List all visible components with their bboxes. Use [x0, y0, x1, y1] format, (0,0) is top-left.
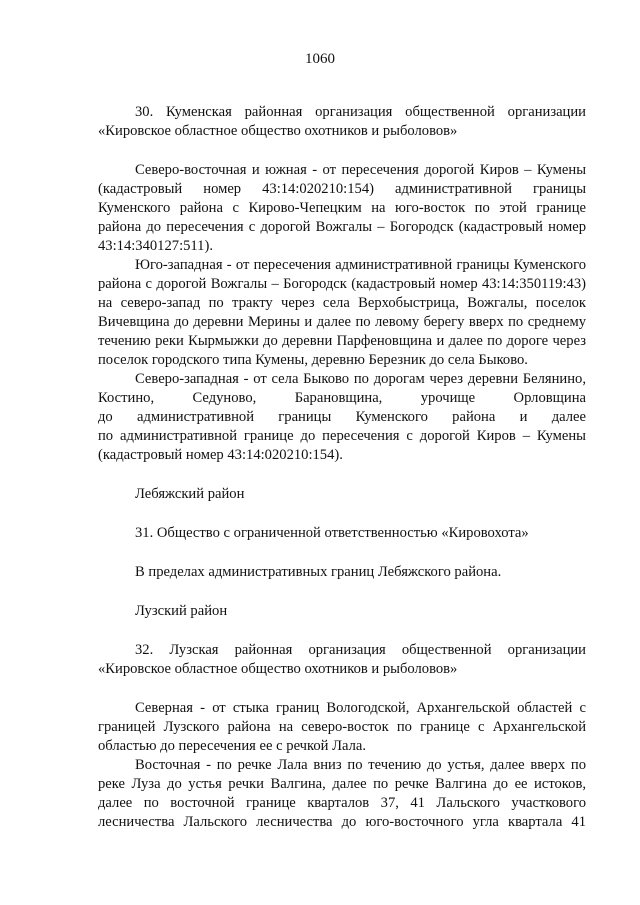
- section-30-paragraph-northeast: Северо-восточная и южная - от пересечения дорогой Киров – Кумены (кадастровый номер 43:14:020210:154) административной границы Куменского района с Кирово-Чепецким на юго-восток по этой границе района до пересечения с дорогой Вожгалы – Богородск (кадастровый номер 43:14:340127:511).: [98, 162, 586, 254]
- section-31-title: 31. Общество с ограниченной ответственностью «Кировохота»: [135, 525, 529, 541]
- section-32-title-line1: 32. Лузская районная организация общественной организации: [135, 642, 586, 658]
- section-30-paragraph-northwest-line3: до административной границы Куменского района и далее: [98, 409, 586, 425]
- section-30-paragraph-northwest-line2: Костино, Седуново, Барановщина, урочище Орловщина: [98, 390, 586, 406]
- section-30-title-line1: 30. Куменская районная организация общественной организации: [135, 104, 586, 120]
- district-heading-lebyazhsky: Лебяжский район: [135, 486, 245, 502]
- section-30-paragraph-northwest-line1: Северо-западная - от села Быково по дорогам через деревни Белянино,: [135, 371, 586, 387]
- section-30-paragraph-northwest-rest: по административной границе до пересечения с дорогой Киров – Кумены (кадастровый номер 43:14:020210:154).: [98, 428, 586, 463]
- page-number: 1060: [305, 51, 335, 67]
- section-31-paragraph: В пределах административных границ Лебяжского района.: [135, 564, 502, 580]
- section-32-paragraph-east: Восточная - по речке Лала вниз по течению до устья, далее вверх по реке Луза до устья речки Валгина, далее по речке Валгина до ее истоков, далее по восточной границе кварталов 37, 41 Лальского участкового лесничества Лальского лесничества до юго-восточного угла квартала 41: [98, 757, 586, 830]
- district-heading-luzsky: Лузский район: [135, 603, 228, 619]
- section-32-title-line2: «Кировское областное общество охотников и рыболовов»: [98, 661, 458, 677]
- section-30-title-line2: «Кировское областное общество охотников и рыболовов»: [98, 123, 458, 139]
- section-30-paragraph-southwest: Юго-западная - от пересечения административной границы Куменского района с дорогой Вожгалы – Богородск (кадастровый номер 43:14:350119:43) на северо-запад по тракту через села Верхобыстрица, Вожгалы, поселок Вичевщина до деревни Мерины и далее по левому берегу вверх по среднему течению реки Кырмыжки до деревни Парфеновщина и далее по дороге через поселок городского типа Кумены, деревню Березник до села Быково.: [98, 257, 586, 368]
- document-body: [98, 103, 586, 832]
- section-32-paragraph-north: Северная - от стыка границ Вологодской, Архангельской областей с границей Лузского района на северо-восток по границе с Архангельской областью до пересечения ее с речкой Лала.: [98, 700, 586, 754]
